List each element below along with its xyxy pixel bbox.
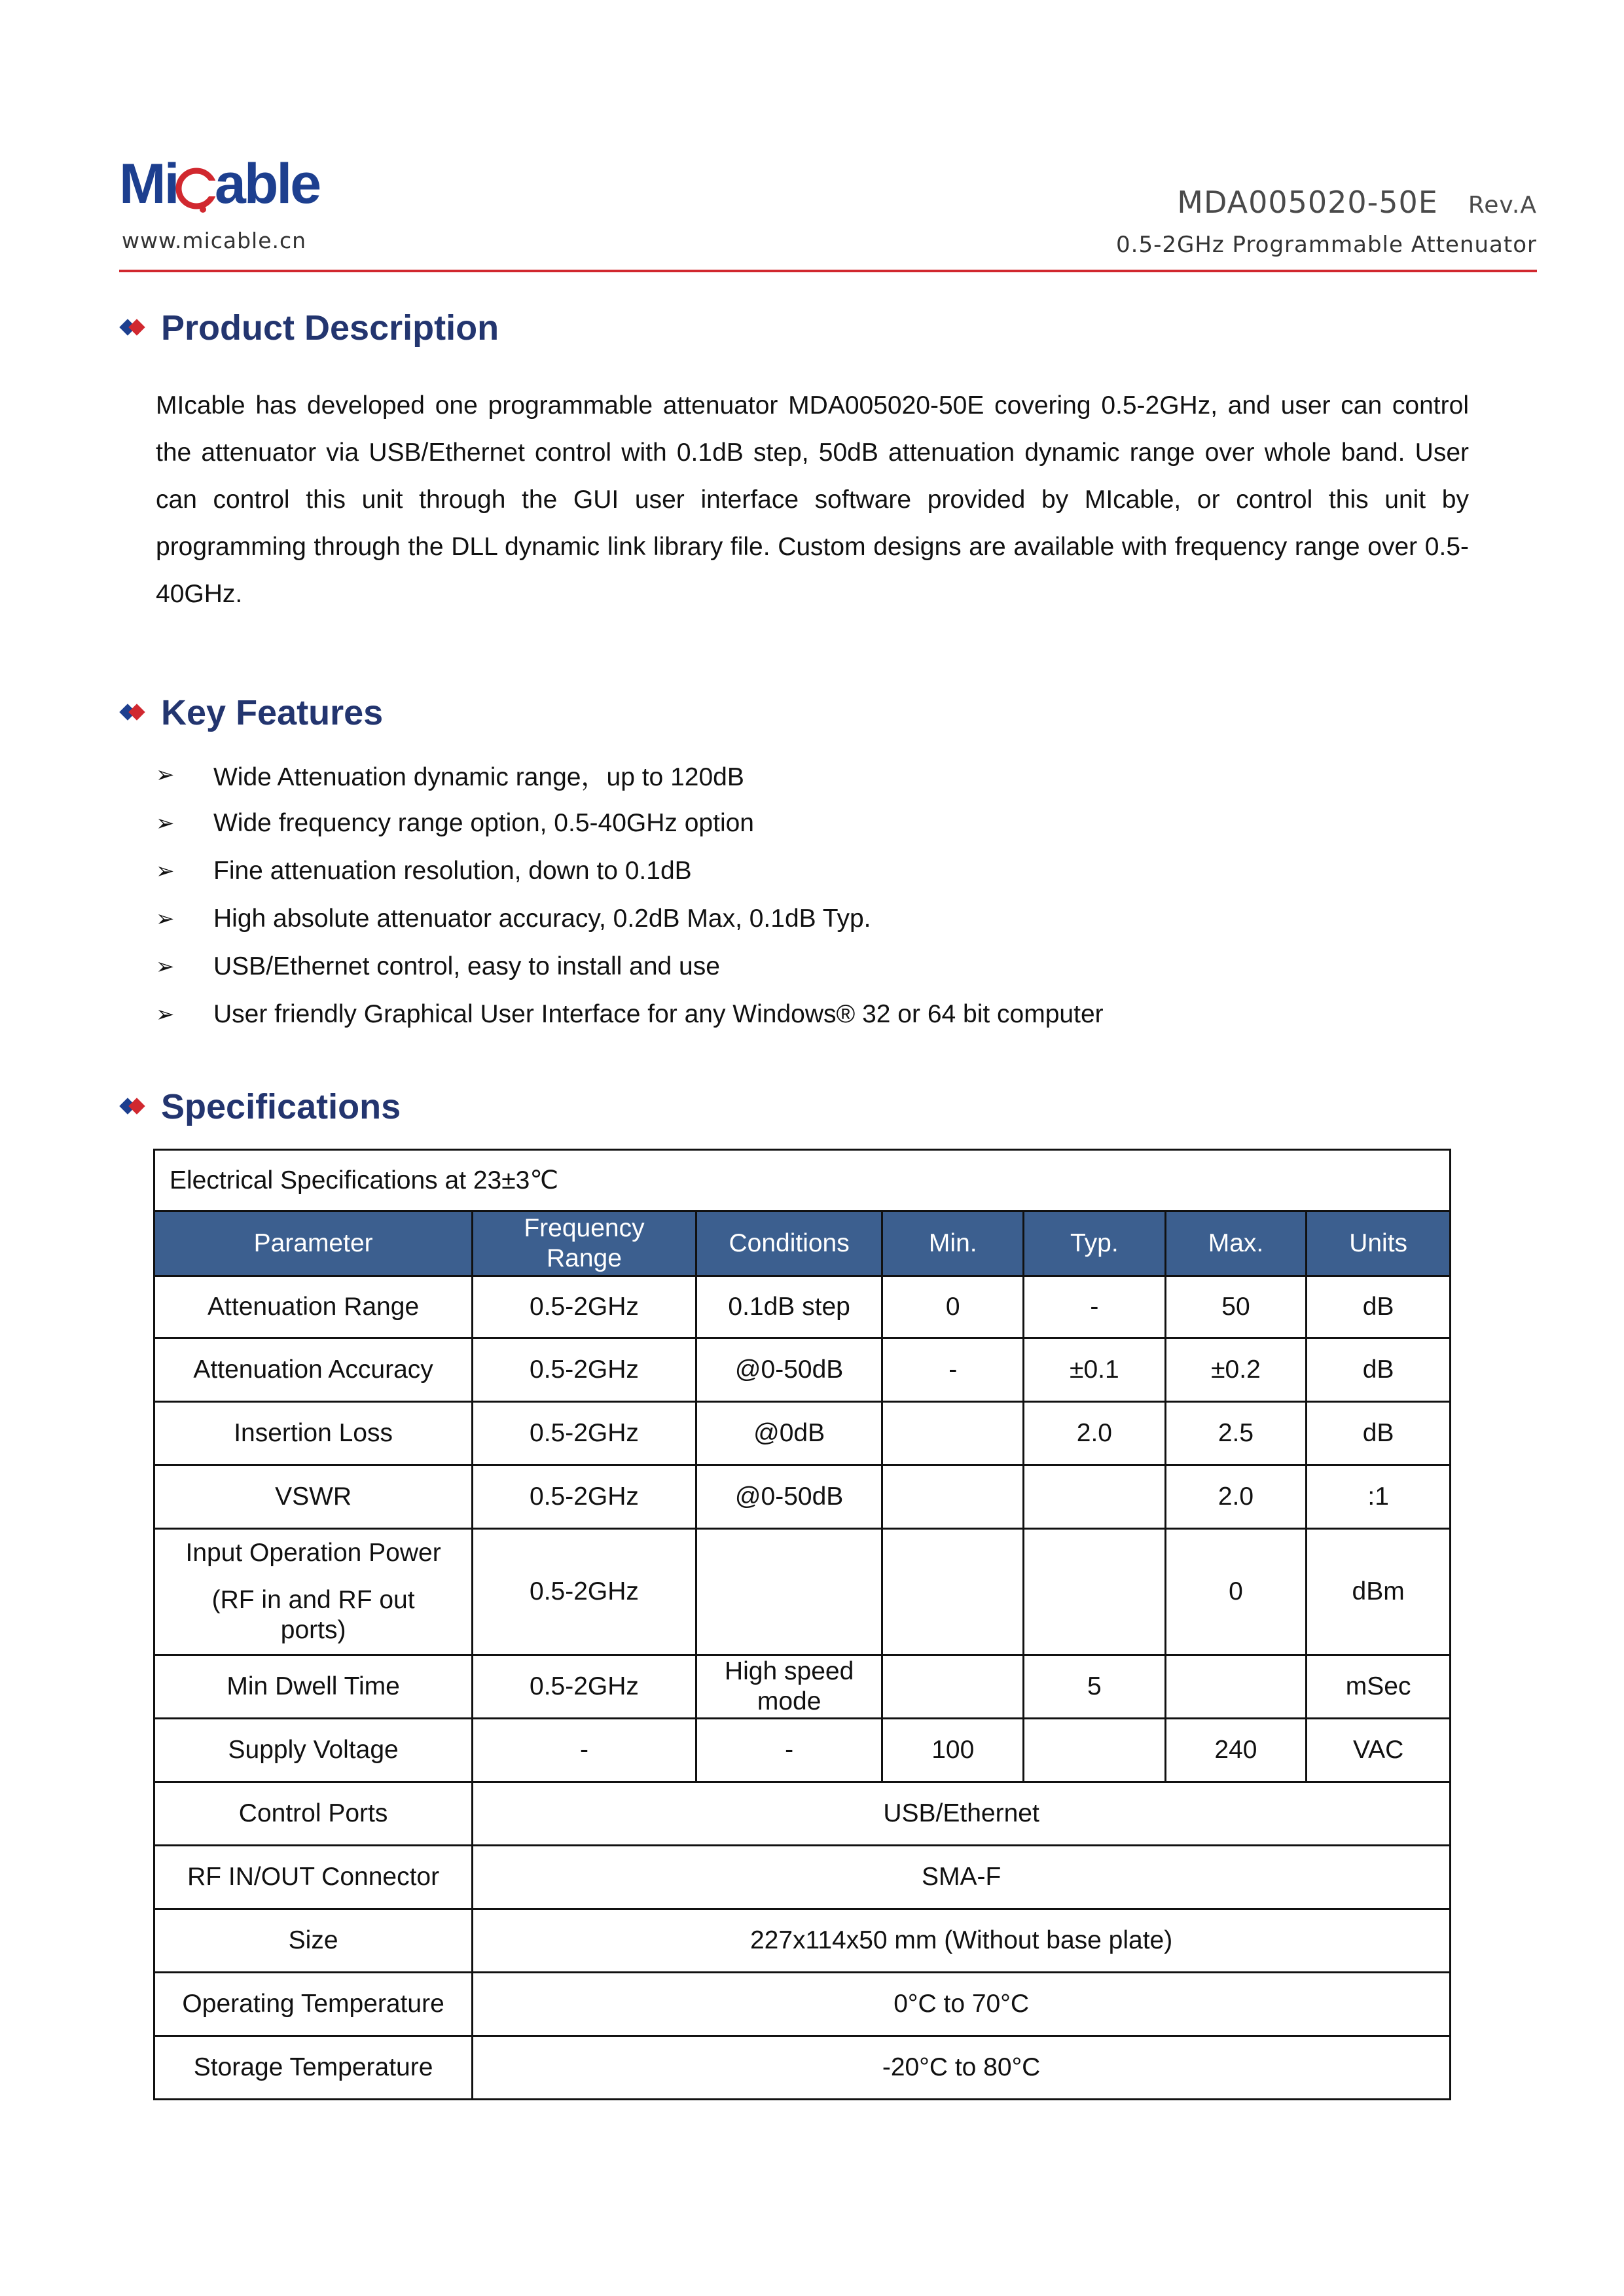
cell-typ bbox=[1024, 1529, 1166, 1655]
svg-text:able: able bbox=[215, 152, 320, 215]
cell-line: mode bbox=[757, 1687, 821, 1715]
feature-text: Wide frequency range option, 0.5-40GHz option bbox=[213, 808, 754, 837]
header-line: Range bbox=[547, 1244, 622, 1272]
cell-typ: - bbox=[1024, 1276, 1166, 1338]
table-row bbox=[154, 1402, 1451, 1465]
table-header-row bbox=[154, 1211, 1451, 1276]
list-item bbox=[156, 847, 1104, 895]
cell-min bbox=[882, 1529, 1024, 1655]
header-line: Frequency bbox=[524, 1214, 645, 1242]
cell-typ bbox=[1024, 1719, 1166, 1782]
cell-value: 0°C to 70°C bbox=[473, 1973, 1451, 2036]
cell-frequency: 0.5-2GHz bbox=[473, 1402, 696, 1465]
diamond-bullet-icon bbox=[122, 321, 148, 335]
cell-parameter: VSWR bbox=[154, 1465, 473, 1529]
cell-max: 2.5 bbox=[1165, 1402, 1307, 1465]
cell-parameter: Attenuation Range bbox=[154, 1276, 473, 1338]
cell-units: dBm bbox=[1307, 1529, 1451, 1655]
cell-max: 50 bbox=[1165, 1276, 1307, 1338]
cell-max: 0 bbox=[1165, 1529, 1307, 1655]
cell-max: 240 bbox=[1165, 1719, 1307, 1782]
arrow-bullet-icon: ➢ bbox=[156, 858, 175, 884]
cell-parameter: Insertion Loss bbox=[154, 1402, 473, 1465]
column-header-units: Units bbox=[1307, 1211, 1451, 1276]
cell-line: High speed bbox=[724, 1657, 854, 1685]
diamond-bullet-icon bbox=[122, 1100, 148, 1114]
cell-conditions: @0-50dB bbox=[696, 1465, 882, 1529]
column-header-typ: Typ. bbox=[1024, 1211, 1166, 1276]
column-header-conditions: Conditions bbox=[696, 1211, 882, 1276]
cell-conditions: 0.1dB step bbox=[696, 1276, 882, 1338]
cell-min: 100 bbox=[882, 1719, 1024, 1782]
list-item bbox=[156, 799, 1104, 847]
micable-logo-mark bbox=[119, 152, 335, 217]
micable-logo bbox=[119, 152, 335, 217]
list-item bbox=[156, 750, 1104, 799]
column-header-parameter: Parameter bbox=[154, 1211, 473, 1276]
cell-units: dB bbox=[1307, 1276, 1451, 1338]
feature-text: High absolute attenuator accuracy, 0.2dB Max, 0.1dB Typ. bbox=[213, 904, 871, 933]
section-title: Specifications bbox=[161, 1087, 401, 1126]
cell-units: :1 bbox=[1307, 1465, 1451, 1529]
table-title-row bbox=[154, 1150, 1451, 1211]
cell-min: 0 bbox=[882, 1276, 1024, 1338]
header-divider bbox=[119, 270, 1537, 272]
section-title: Product Description bbox=[161, 308, 499, 348]
arrow-bullet-icon: ➢ bbox=[156, 1001, 175, 1027]
table-row bbox=[154, 1909, 1451, 1973]
cell-parameter: Operating Temperature bbox=[154, 1973, 473, 2036]
diamond-bullet-icon bbox=[122, 706, 148, 720]
cell-line: (RF in and RF out bbox=[211, 1586, 415, 1614]
cell-frequency: 0.5-2GHz bbox=[473, 1276, 696, 1338]
table-row bbox=[154, 1465, 1451, 1529]
list-item bbox=[156, 942, 1104, 990]
cell-parameter: Control Ports bbox=[154, 1782, 473, 1846]
cell-line: ports) bbox=[280, 1616, 346, 1644]
table-row bbox=[154, 1276, 1451, 1338]
cell-min bbox=[882, 1465, 1024, 1529]
key-features-list bbox=[156, 750, 1104, 1038]
cell-min bbox=[882, 1402, 1024, 1465]
list-item bbox=[156, 990, 1104, 1038]
revision-label: Rev.A bbox=[1468, 192, 1537, 219]
arrow-bullet-icon: ➢ bbox=[156, 762, 175, 787]
cell-min bbox=[882, 1655, 1024, 1719]
cell-typ: ±0.1 bbox=[1024, 1338, 1166, 1402]
table-row bbox=[154, 1529, 1451, 1655]
cell-value: USB/Ethernet bbox=[473, 1782, 1451, 1846]
table-row bbox=[154, 1719, 1451, 1782]
cell-conditions: - bbox=[696, 1719, 882, 1782]
cell-min: - bbox=[882, 1338, 1024, 1402]
table-row bbox=[154, 2036, 1451, 2100]
feature-text: User friendly Graphical User Interface for any Windows® 32 or 64 bit computer bbox=[213, 999, 1104, 1028]
cell-max bbox=[1165, 1655, 1307, 1719]
cell-typ bbox=[1024, 1465, 1166, 1529]
column-header-max: Max. bbox=[1165, 1211, 1307, 1276]
cell-conditions: @0-50dB bbox=[696, 1338, 882, 1402]
cell-parameter: Storage Temperature bbox=[154, 2036, 473, 2100]
table-row bbox=[154, 1846, 1451, 1909]
section-heading-key-features bbox=[122, 692, 383, 733]
cell-parameter: Attenuation Accuracy bbox=[154, 1338, 473, 1402]
table-title: Electrical Specifications at 23±3℃ bbox=[154, 1150, 1451, 1211]
feature-text: USB/Ethernet control, easy to install and use bbox=[213, 952, 720, 980]
cell-conditions bbox=[696, 1529, 882, 1655]
specifications-table bbox=[153, 1149, 1451, 2100]
column-header-min: Min. bbox=[882, 1211, 1024, 1276]
cell-frequency: 0.5-2GHz bbox=[473, 1338, 696, 1402]
cell-units: VAC bbox=[1307, 1719, 1451, 1782]
cell-typ: 2.0 bbox=[1024, 1402, 1166, 1465]
cell-parameter: Size bbox=[154, 1909, 473, 1973]
cell-typ: 5 bbox=[1024, 1655, 1166, 1719]
table-row bbox=[154, 1973, 1451, 2036]
column-header-frequency-range bbox=[473, 1211, 696, 1276]
cell-units: dB bbox=[1307, 1338, 1451, 1402]
cell-conditions bbox=[696, 1655, 882, 1719]
svg-text:Mi: Mi bbox=[119, 152, 178, 215]
cell-units: mSec bbox=[1307, 1655, 1451, 1719]
feature-text: Wide Attenuation dynamic range，up to 120dB bbox=[213, 762, 744, 791]
list-item bbox=[156, 895, 1104, 942]
model-label: MDA005020-50E bbox=[1177, 185, 1438, 220]
website-url: www.micable.cn bbox=[122, 228, 307, 253]
model-number bbox=[1177, 185, 1537, 220]
cell-max: ±0.2 bbox=[1165, 1338, 1307, 1402]
table-row bbox=[154, 1782, 1451, 1846]
cell-frequency: 0.5-2GHz bbox=[473, 1655, 696, 1719]
table-row bbox=[154, 1338, 1451, 1402]
cell-frequency: - bbox=[473, 1719, 696, 1782]
cell-value: -20°C to 80°C bbox=[473, 2036, 1451, 2100]
section-heading-product-description bbox=[122, 308, 499, 348]
cell-parameter bbox=[154, 1529, 473, 1655]
cell-line: Input Operation Power bbox=[185, 1539, 441, 1567]
cell-parameter: Min Dwell Time bbox=[154, 1655, 473, 1719]
cell-frequency: 0.5-2GHz bbox=[473, 1529, 696, 1655]
section-title: Key Features bbox=[161, 693, 384, 732]
section-heading-specifications bbox=[122, 1086, 401, 1127]
cell-parameter: RF IN/OUT Connector bbox=[154, 1846, 473, 1909]
cell-frequency: 0.5-2GHz bbox=[473, 1465, 696, 1529]
product-subtitle: 0.5-2GHz Programmable Attenuator bbox=[1116, 232, 1537, 258]
arrow-bullet-icon: ➢ bbox=[156, 906, 175, 931]
cell-value: SMA-F bbox=[473, 1846, 1451, 1909]
feature-text: Fine attenuation resolution, down to 0.1dB bbox=[213, 856, 692, 885]
product-description-text: MIcable has developed one programmable attenuator MDA005020-50E covering 0.5-2GHz, and user can control the attenuator via USB/Ethernet control with 0.1dB step, 50dB attenuation dynamic range over whole band. User can control this unit through the GUI user interface software provided by MIcable, or control this unit by programming through the DLL dynamic link library file. Custom designs are available with frequency range over 0.5-40GHz. bbox=[156, 391, 1469, 608]
arrow-bullet-icon: ➢ bbox=[156, 810, 175, 836]
cell-parameter: Supply Voltage bbox=[154, 1719, 473, 1782]
cell-max: 2.0 bbox=[1165, 1465, 1307, 1529]
arrow-bullet-icon: ➢ bbox=[156, 954, 175, 979]
cell-conditions: @0dB bbox=[696, 1402, 882, 1465]
table-row bbox=[154, 1655, 1451, 1719]
cell-units: dB bbox=[1307, 1402, 1451, 1465]
cell-value: 227x114x50 mm (Without base plate) bbox=[473, 1909, 1451, 1973]
